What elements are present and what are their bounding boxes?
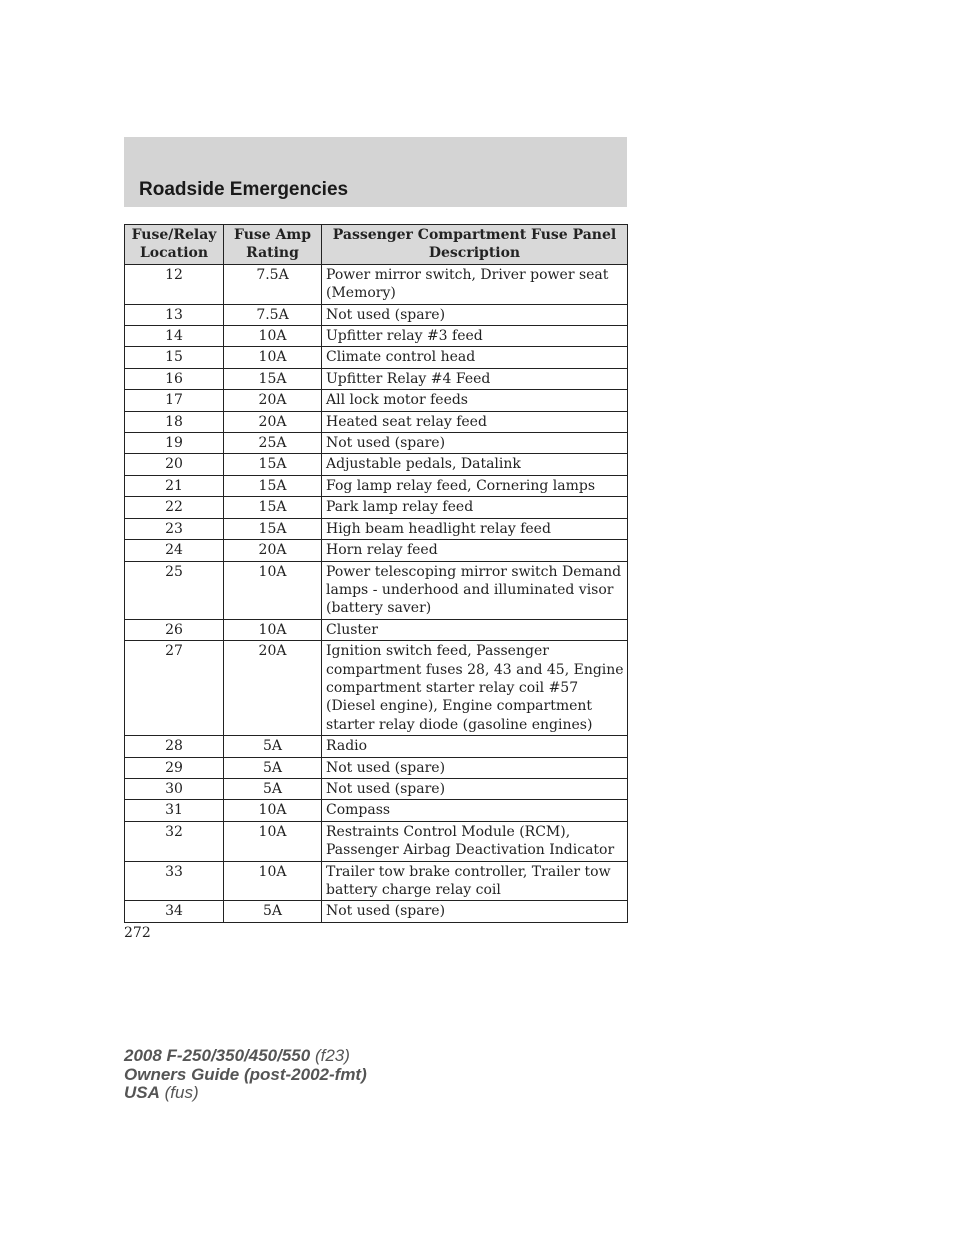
- cell-description: Heated seat relay feed: [322, 411, 628, 432]
- cell-location: 16: [125, 368, 224, 389]
- table-row: [125, 433, 628, 454]
- footer-model-code: (f23): [314, 1046, 350, 1065]
- cell-description: Park lamp relay feed: [322, 497, 628, 518]
- cell-description: Horn relay feed: [322, 540, 628, 561]
- cell-location: 33: [125, 861, 224, 901]
- cell-location: 15: [125, 347, 224, 368]
- table-row: [125, 497, 628, 518]
- footer-line-1: [124, 1047, 367, 1066]
- cell-location: 26: [125, 619, 224, 640]
- table-row: [125, 347, 628, 368]
- table-row: [125, 518, 628, 539]
- cell-amp-rating: 10A: [224, 800, 322, 821]
- cell-location: 18: [125, 411, 224, 432]
- fuse-table: [124, 224, 628, 923]
- cell-description: Trailer tow brake controller, Trailer tow battery charge relay coil: [322, 861, 628, 901]
- cell-location: 29: [125, 757, 224, 778]
- cell-amp-rating: 20A: [224, 641, 322, 736]
- cell-amp-rating: 5A: [224, 778, 322, 799]
- cell-description: Power mirror switch, Driver power seat (Memory): [322, 264, 628, 304]
- table-row: [125, 390, 628, 411]
- footer-model: 2008 F-250/350/450/550: [124, 1046, 311, 1065]
- cell-amp-rating: 5A: [224, 757, 322, 778]
- table-row: [125, 800, 628, 821]
- cell-location: 24: [125, 540, 224, 561]
- cell-amp-rating: 10A: [224, 821, 322, 861]
- table-row: [125, 304, 628, 325]
- table-row: [125, 778, 628, 799]
- section-title: Roadside Emergencies: [139, 179, 349, 200]
- cell-location: 23: [125, 518, 224, 539]
- cell-location: 27: [125, 641, 224, 736]
- table-row: [125, 264, 628, 304]
- cell-description: Restraints Control Module (RCM), Passenger Airbag Deactivation Indicator: [322, 821, 628, 861]
- cell-description: Ignition switch feed, Passenger compartment fuses 28, 43 and 45, Engine compartment starter relay coil #57 (Diesel engine), Engine compartment starter relay diode (gasoline engines): [322, 641, 628, 736]
- footer-line-2: [124, 1066, 367, 1085]
- cell-location: 12: [125, 264, 224, 304]
- cell-description: Radio: [322, 736, 628, 757]
- section-header-band: [124, 137, 627, 207]
- cell-location: 21: [125, 475, 224, 496]
- table-row: [125, 901, 628, 922]
- header-amp-rating: Fuse Amp Rating: [224, 225, 322, 265]
- cell-description: Not used (spare): [322, 778, 628, 799]
- cell-description: Upfitter Relay #4 Feed: [322, 368, 628, 389]
- table-header-row: [125, 225, 628, 265]
- cell-amp-rating: 20A: [224, 390, 322, 411]
- cell-description: Compass: [322, 800, 628, 821]
- cell-location: 34: [125, 901, 224, 922]
- cell-description: Not used (spare): [322, 304, 628, 325]
- cell-location: 31: [125, 800, 224, 821]
- cell-location: 32: [125, 821, 224, 861]
- table-row: [125, 641, 628, 736]
- cell-amp-rating: 15A: [224, 368, 322, 389]
- cell-location: 30: [125, 778, 224, 799]
- cell-amp-rating: 15A: [224, 475, 322, 496]
- cell-amp-rating: 20A: [224, 411, 322, 432]
- cell-amp-rating: 10A: [224, 561, 322, 619]
- table-row: [125, 757, 628, 778]
- footer-market: USA: [124, 1083, 160, 1102]
- cell-location: 19: [125, 433, 224, 454]
- cell-description: Power telescoping mirror switch Demand lamps - underhood and illuminated visor (battery saver): [322, 561, 628, 619]
- cell-amp-rating: 10A: [224, 347, 322, 368]
- header-location: Fuse/Relay Location: [125, 225, 224, 265]
- table-row: [125, 368, 628, 389]
- footer-market-code: (fus): [164, 1083, 199, 1102]
- page-number: 272: [124, 925, 151, 941]
- cell-amp-rating: 7.5A: [224, 264, 322, 304]
- cell-location: 22: [125, 497, 224, 518]
- cell-description: Cluster: [322, 619, 628, 640]
- cell-description: Fog lamp relay feed, Cornering lamps: [322, 475, 628, 496]
- cell-description: Not used (spare): [322, 757, 628, 778]
- footer-guide: Owners Guide (post-2002-fmt): [124, 1064, 367, 1084]
- cell-amp-rating: 15A: [224, 497, 322, 518]
- table-row: [125, 619, 628, 640]
- cell-amp-rating: 10A: [224, 861, 322, 901]
- cell-amp-rating: 10A: [224, 326, 322, 347]
- header-description: Passenger Compartment Fuse Panel Description: [322, 225, 628, 265]
- cell-location: 25: [125, 561, 224, 619]
- table-row: [125, 736, 628, 757]
- table-row: [125, 326, 628, 347]
- table-row: [125, 454, 628, 475]
- table-row: [125, 475, 628, 496]
- fuse-table-body: [125, 264, 628, 922]
- cell-location: 20: [125, 454, 224, 475]
- cell-location: 13: [125, 304, 224, 325]
- cell-amp-rating: 15A: [224, 518, 322, 539]
- table-row: [125, 411, 628, 432]
- cell-description: All lock motor feeds: [322, 390, 628, 411]
- table-row: [125, 561, 628, 619]
- cell-location: 17: [125, 390, 224, 411]
- footer-line-3: [124, 1084, 367, 1103]
- cell-description: Not used (spare): [322, 433, 628, 454]
- table-row: [125, 821, 628, 861]
- cell-amp-rating: 20A: [224, 540, 322, 561]
- cell-amp-rating: 7.5A: [224, 304, 322, 325]
- cell-description: Upfitter relay #3 feed: [322, 326, 628, 347]
- cell-location: 14: [125, 326, 224, 347]
- cell-amp-rating: 15A: [224, 454, 322, 475]
- cell-amp-rating: 5A: [224, 736, 322, 757]
- cell-description: Not used (spare): [322, 901, 628, 922]
- footer: [124, 1047, 367, 1103]
- cell-amp-rating: 10A: [224, 619, 322, 640]
- cell-amp-rating: 5A: [224, 901, 322, 922]
- table-row: [125, 540, 628, 561]
- cell-location: 28: [125, 736, 224, 757]
- cell-amp-rating: 25A: [224, 433, 322, 454]
- table-row: [125, 861, 628, 901]
- cell-description: High beam headlight relay feed: [322, 518, 628, 539]
- cell-description: Adjustable pedals, Datalink: [322, 454, 628, 475]
- cell-description: Climate control head: [322, 347, 628, 368]
